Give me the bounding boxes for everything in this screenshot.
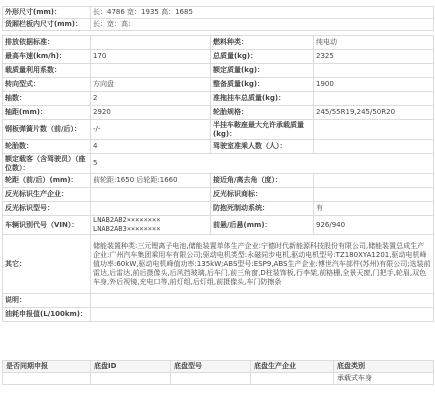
chassis-table	[2, 360, 434, 385]
label-reflective-brand: 反光标识商标：	[211, 188, 314, 202]
row-speed	[3, 50, 434, 64]
value-passengers: 5	[91, 154, 434, 174]
label-rated-mass: 额定质量(kg)：	[211, 64, 314, 78]
row-notes	[3, 294, 434, 308]
label-steering: 转向型式：	[3, 78, 91, 92]
value-dimensions: 长：4786 宽：1935 高：1685	[91, 7, 434, 19]
label-cab: 驾驶室准乘人数（人）：	[211, 140, 314, 154]
label-vin: 车辆识别代号（VIN）：	[3, 216, 91, 235]
chassis-cell-model	[171, 373, 251, 385]
vin-line-2: LNAB2AB3××××××××	[93, 225, 161, 233]
value-axles: 2	[91, 92, 211, 106]
label-wheelbase: 轴距(mm)：	[3, 106, 91, 120]
label-passengers: 额定载客（含驾驶员）（座位数）：	[3, 154, 91, 174]
value-saddle	[314, 120, 434, 140]
chassis-cell-sync	[3, 373, 91, 385]
label-fuel-consumption: 油耗申报值(L/100km)：	[3, 308, 91, 322]
value-rated-mass	[314, 64, 434, 78]
value-other: 储能装置种类:三元锂离子电池,储能装置单体生产企业:宁德时代新能源科技股份有限公司,储能装置总成生产企业:广州汽车集团乘用车有限公司;驱动电机类型:永磁同步电机,驱动电机型号:TZ180XYA1201,驱动电机峰值功率:60kW,驱动电机峰值功率:135kW;ABS型号:ESP9,ABS生产企业:博世汽车部件(苏州)有限公司;选装前雷达,后雷达,前后摄像头,后风挡玻璃,后车门,前三角窗,D柱装饰板,行李架,前格栅,全景天窗,门把手,轮眉,双色车身,外后视镜,充电口等,前灯组,后灯组,前摄像头,车门防擦条	[91, 235, 434, 294]
value-loadfactor	[91, 64, 211, 78]
value-wheelbase: 2920	[91, 106, 211, 120]
label-tirecount: 轮胎数：	[3, 140, 91, 154]
label-overhang: 前悬/后悬(mm)：	[211, 216, 314, 235]
chassis-header-maker: 底盘生产企业	[251, 361, 334, 373]
chassis-cell-type: 承载式车身	[334, 373, 434, 385]
value-gross-mass: 2325	[314, 50, 434, 64]
label-abs: 防抱死制动系统：	[211, 202, 314, 216]
chassis-header-id: 底盘ID	[91, 361, 171, 373]
value-notes	[91, 294, 434, 308]
chassis-header-row	[3, 361, 434, 373]
label-cargo: 货厢栏板内尺寸(mm)：	[3, 19, 91, 31]
label-gross-mass: 总质量(kg)：	[211, 50, 314, 64]
row-dimensions	[3, 7, 434, 19]
value-emission	[91, 36, 211, 50]
value-tires: 245/55R19,245/50R20	[314, 106, 434, 120]
value-overhang: 926/940	[314, 216, 434, 235]
row-springs	[3, 120, 434, 140]
value-springs: -/-	[91, 120, 211, 140]
value-vin	[91, 216, 211, 235]
value-tirecount: 4	[91, 140, 211, 154]
row-wheelbase	[3, 106, 434, 120]
row-reflective	[3, 188, 434, 202]
label-angles: 接近角/离去角（度）：	[211, 174, 314, 188]
label-speed: 最高车速(km/h)：	[3, 50, 91, 64]
row-loadfactor	[3, 64, 434, 78]
chassis-header-model: 底盘型号	[171, 361, 251, 373]
chassis-cell-maker	[251, 373, 334, 385]
row-fuel-consumption	[3, 308, 434, 322]
chassis-header-sync: 是否同期申报	[3, 361, 91, 373]
label-fuel: 燃料种类：	[211, 36, 314, 50]
chassis-data-row	[3, 373, 434, 385]
chassis-header-type: 底盘类别	[334, 361, 434, 373]
label-track: 轮距（前/后）(mm)：	[3, 174, 91, 188]
value-reflective	[91, 188, 211, 202]
row-passengers	[3, 154, 434, 174]
row-reflective-model	[3, 202, 434, 216]
value-speed: 170	[91, 50, 211, 64]
label-saddle: 半挂车鞍座最大允许承载质量(kg)：	[211, 120, 314, 140]
label-curb-mass: 整备质量(kg)：	[211, 78, 314, 92]
row-axles	[3, 92, 434, 106]
label-axles: 轴数：	[3, 92, 91, 106]
label-other: 其它：	[3, 235, 91, 294]
value-track: 前轮距:1650 后轮距:1660	[91, 174, 211, 188]
label-dimensions: 外形尺寸(mm)：	[3, 7, 91, 19]
label-tires: 轮胎规格：	[211, 106, 314, 120]
value-steering: 方向盘	[91, 78, 211, 92]
row-tirecount	[3, 140, 434, 154]
value-fuel-consumption	[91, 308, 434, 322]
label-notes: 说明：	[3, 294, 91, 308]
row-vin	[3, 216, 434, 235]
value-fuel: 纯电动	[314, 36, 434, 50]
row-track	[3, 174, 434, 188]
value-cab	[314, 140, 434, 154]
value-curb-mass: 1900	[314, 78, 434, 92]
row-other	[3, 235, 434, 294]
row-cargo	[3, 19, 434, 31]
value-reflective-model	[91, 202, 211, 216]
row-steering	[3, 78, 434, 92]
row-emission	[3, 36, 434, 50]
label-reflective-model: 反光标识型号：	[3, 202, 91, 216]
label-emission: 排放依据标准：	[3, 36, 91, 50]
label-trailer-mass: 准拖挂车总质量(kg)：	[211, 92, 314, 106]
spec-table	[2, 6, 434, 322]
value-cargo: 长：宽：高：	[91, 19, 434, 31]
label-reflective: 反光标识生产企业：	[3, 188, 91, 202]
label-loadfactor: 载质量利用系数：	[3, 64, 91, 78]
value-abs: 有	[314, 202, 434, 216]
label-springs: 钢板弹簧片数（前/后）：	[3, 120, 91, 140]
chassis-cell-id	[91, 373, 171, 385]
value-trailer-mass	[314, 92, 434, 106]
value-reflective-brand	[314, 188, 434, 202]
value-angles	[314, 174, 434, 188]
vin-line-1: LNAB2AB2××××××××	[93, 216, 161, 224]
